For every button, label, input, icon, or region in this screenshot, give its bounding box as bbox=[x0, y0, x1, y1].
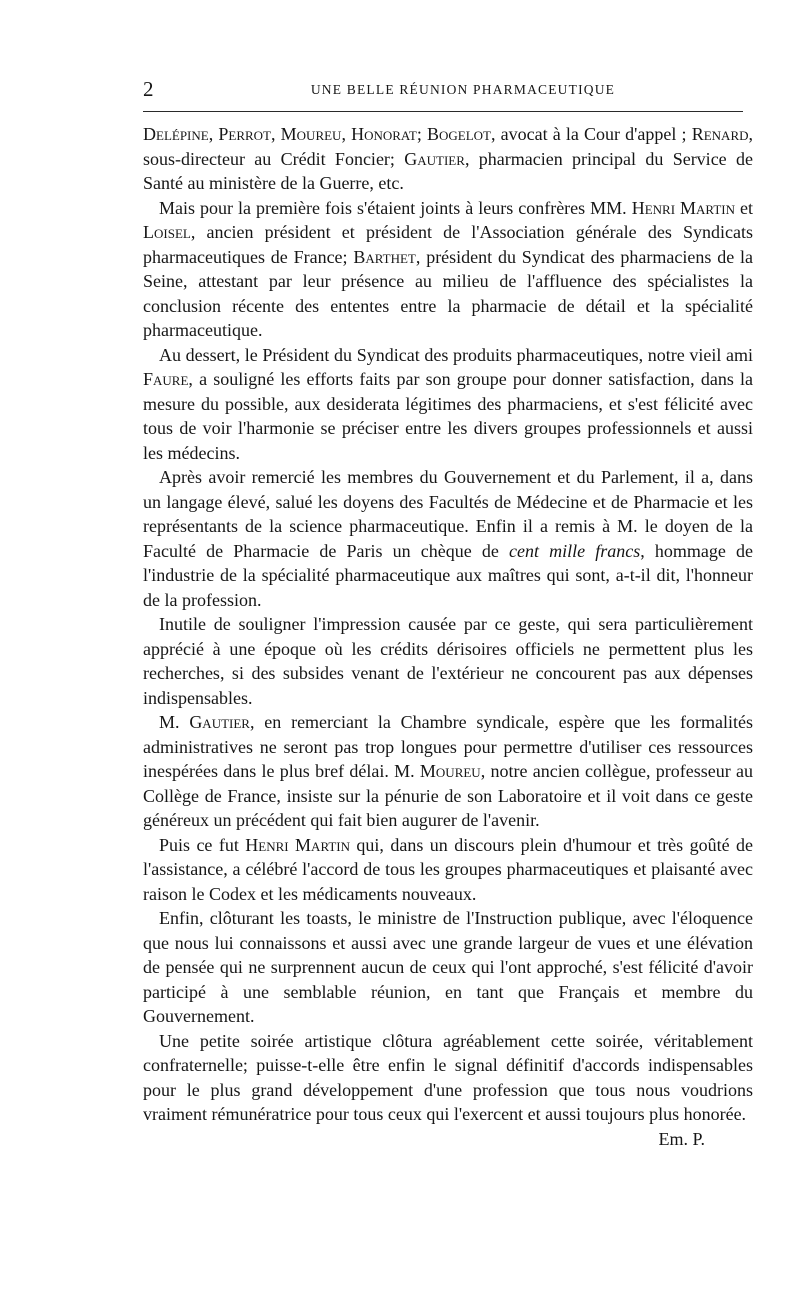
text-run: qui, dans un discours plein d'humour et très goûté de l'assistance, a célébré l'accord de tous les groupes pharmaceutiques et plaisanté avec raison le Codex et les médicaments nouveaux. bbox=[143, 834, 753, 904]
text-run: , bbox=[208, 124, 219, 144]
text-run: , a souligné les efforts faits par son groupe pour donner satisfaction, dans la mesure du possible, aux desiderata légitimes des pharmaciens, et s'est félicité avec tous de voir l'harmonie se préciser entre les divers groupes professionnels et aussi les médecins. bbox=[143, 369, 753, 463]
running-title: UNE BELLE RÉUNION PHARMACEUTIQUE bbox=[310, 82, 616, 97]
paragraph bbox=[143, 343, 753, 466]
paragraph bbox=[143, 122, 753, 196]
text-run: , président du Syndicat des pharmaciens de la Seine, attestant par leur présence au milieu de l'affluence des spécialistes la conclusion récente des ententes entre la pharmacie de détail et la spécialité pharmaceutique. bbox=[143, 246, 753, 340]
text-run: , bbox=[341, 124, 352, 144]
text-run: , ancien président et président de l'Association générale des Syndicats pharmaceutiques de France; bbox=[143, 222, 753, 267]
text-run: Enfin, clôturant les toasts, le ministre de l'Instruction publique, avec l'éloquence que nous lui connaissons et aussi avec une grande largeur de vues et une élévation de pensée qui ne surprennent aucun de ceux qui l'ont approché, s'est félicité d'avoir participé à une semblable réunion, en tant que Français et membre du Gouvernement. bbox=[143, 908, 753, 1026]
person-name: Delépine bbox=[143, 124, 209, 144]
text-run: Puis ce fut bbox=[159, 834, 246, 855]
text-run: et bbox=[734, 197, 753, 218]
person-name: Loisel bbox=[143, 222, 191, 242]
person-name: Henri Martin bbox=[631, 197, 735, 218]
paragraph bbox=[143, 710, 753, 833]
person-name: Moureu bbox=[419, 761, 481, 781]
person-name: Bogelot bbox=[426, 124, 491, 144]
text-run: M. bbox=[159, 712, 190, 732]
person-name: Gautier bbox=[404, 148, 465, 169]
paragraph bbox=[143, 1029, 753, 1149]
text-run: Une petite soirée artistique clôtura agréablement cette soirée, véritablement confraternelle; puisse-t-elle être enfin le signal définitif d'accords indispensables pour le plus grand développement d'une profession que tous nous voudrions vraiment rémunératrice pour tous ceux qui l'exercent et aussi toujours plus honorée. bbox=[143, 1030, 753, 1124]
paragraph bbox=[143, 196, 753, 343]
text-run: , avocat à la Cour d'appel ; bbox=[490, 124, 692, 144]
person-name: Henri Martin bbox=[245, 834, 350, 855]
paragraph bbox=[143, 833, 753, 907]
person-name: Honorat bbox=[351, 124, 417, 144]
text-run: Mais pour la première fois s'étaient joints à leurs confrères MM. bbox=[159, 197, 632, 218]
paragraph bbox=[143, 612, 753, 710]
person-name: Barthet bbox=[353, 246, 416, 267]
text-run: Après avoir remercié les membres du Gouvernement et du Parlement, il a, dans un langage élevé, salué les doyens des Facultés de Médecine et de Pharmacie et les représentants de la science pharmaceutique. Enfin il a remis à M. le doyen de la Faculté de Pharmacie de Paris un chèque de bbox=[143, 467, 753, 561]
paragraph bbox=[143, 906, 753, 1029]
text-run: ; bbox=[416, 124, 427, 144]
running-header bbox=[143, 78, 743, 104]
person-name: Renard bbox=[691, 124, 749, 144]
person-name: Perrot bbox=[218, 124, 271, 144]
text-run: , pharmacien principal du Service de Santé au ministère de la Guerre, etc. bbox=[143, 148, 753, 193]
person-name: Gautier bbox=[189, 712, 250, 732]
article-body bbox=[143, 122, 753, 1151]
text-run: , notre ancien collègue, professeur au Collège de France, insiste sur la pénurie de son Laboratoire et il voit dans ce geste généreux un précédent qui fait bien augurer de l'avenir. bbox=[143, 761, 753, 830]
emphasis-amount: cent mille francs bbox=[508, 540, 641, 561]
header-rule bbox=[143, 111, 743, 112]
text-run: , sous-directeur au Crédit Foncier; bbox=[143, 124, 754, 169]
page-number: 2 bbox=[143, 77, 154, 101]
person-name: Faure bbox=[143, 369, 189, 389]
paragraph bbox=[143, 465, 753, 612]
person-name: Moureu bbox=[280, 124, 342, 144]
author-signature: Em. P. bbox=[658, 1128, 705, 1149]
text-run: , bbox=[271, 124, 281, 144]
text-run: Au dessert, le Président du Syndicat des produits pharmaceutiques, notre vieil ami bbox=[159, 344, 753, 365]
text-run: Inutile de souligner l'impression causée par ce geste, qui sera particulièrement apprécié à une époque où les crédits dérisoires officiels ne permettent plus les recherches, si des subsides venant de l'extérieur ne concourent pas aux dépenses indispensables. bbox=[143, 614, 753, 708]
text-run: , hommage de l'industrie de la spécialité pharmaceutique aux maîtres qui sont, a-t-il dit, l'honneur de la profession. bbox=[143, 540, 753, 610]
text-run: , en remerciant la Chambre syndicale, espère que les formalités administratives ne seront pas trop longues pour permettre d'utiliser ces ressources inespérées dans le plus bref délai. M. bbox=[143, 712, 753, 781]
